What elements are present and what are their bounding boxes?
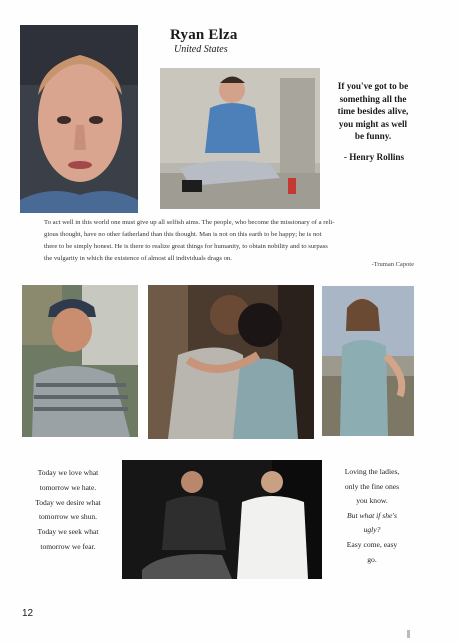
right-quote-line: go. — [367, 554, 377, 564]
paragraph-attribution: -Truman Capote — [371, 261, 414, 268]
girl-photo — [322, 286, 414, 436]
portrait-photo — [20, 25, 138, 213]
paragraph-line: there to be simply honest. He is there to realize great things for humanity, to obtain nobility and to surpass — [44, 243, 328, 250]
main-quote-line: you might as well — [338, 118, 408, 129]
right-quote-line: ugly? — [363, 525, 381, 535]
left-quote — [25, 466, 111, 555]
main-quote-line: time besides alive, — [337, 106, 409, 116]
main-quote-attribution: - Henry Rollins — [343, 152, 405, 162]
cap-photo — [22, 285, 138, 437]
paragraph-line: To act well in this world one must give up all selfish aims. The people, who become the missionary of a reli- — [44, 219, 335, 226]
right-quote-line: you know. — [356, 496, 388, 506]
couple-kiss-photo — [148, 285, 314, 439]
left-quote-line: Today we seek what — [37, 527, 99, 537]
page-marker — [407, 630, 410, 638]
main-quote-line: be funny. — [354, 131, 392, 141]
page-number: 12 — [22, 608, 34, 619]
paragraph-line: gious thought, have no other fatherland than this thought. Man is not on this earth to be happy; he is not — [44, 231, 322, 238]
right-quote — [336, 465, 408, 567]
left-quote-line: Today we love what — [37, 468, 99, 477]
right-quote-line: Easy come, easy — [346, 539, 398, 549]
paragraph-line: the vulgarity in which the existence of almost all individuals drags on. — [44, 255, 232, 262]
sitting-photo — [160, 68, 320, 209]
two-guys-photo — [122, 460, 322, 579]
main-quote-line: If you've got to be — [337, 81, 409, 91]
student-name: Ryan Elza — [170, 27, 238, 43]
capote-paragraph — [44, 217, 414, 265]
left-quote-line: tomorrow we shun. — [38, 512, 98, 522]
main-quote-line: something all the — [339, 93, 407, 104]
student-country: United States — [174, 44, 228, 55]
right-quote-line: But what if she's — [347, 510, 397, 520]
left-quote-line: Today we desire what — [35, 497, 101, 507]
left-quote-line: tomorrow we fear. — [40, 541, 96, 551]
left-quote-line: tomorrow we hate. — [39, 482, 97, 492]
right-quote-line: only the fine ones — [344, 481, 400, 491]
right-quote-line: Loving the ladies, — [344, 467, 400, 476]
main-quote — [327, 80, 419, 143]
